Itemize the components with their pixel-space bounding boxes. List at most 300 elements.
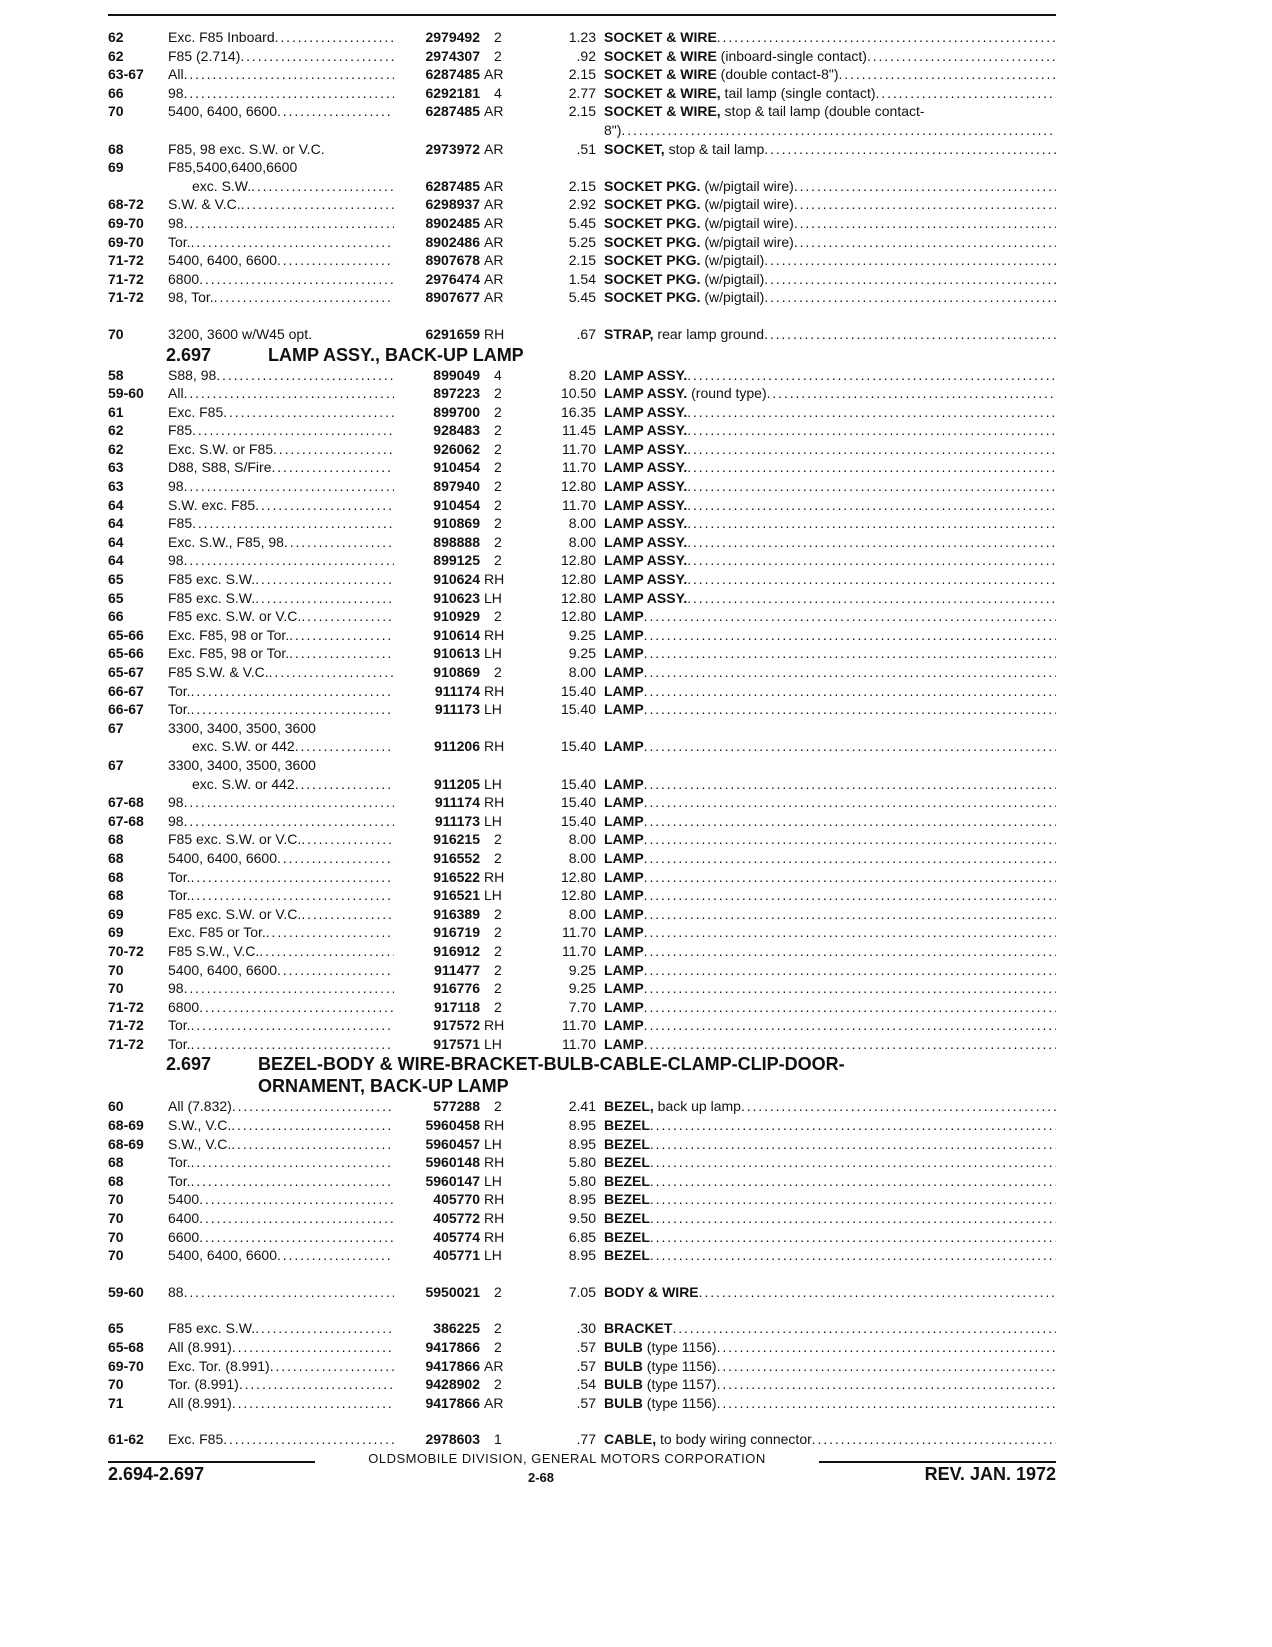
application-text: exc. S.W. xyxy=(192,177,252,194)
application-text: F85 S.W., V.C. xyxy=(168,942,260,959)
application-fill xyxy=(168,440,394,459)
dot-leader xyxy=(687,440,1056,459)
application xyxy=(168,570,394,589)
description xyxy=(604,121,1056,140)
description-fill xyxy=(604,830,1056,849)
description-keyword: SOCKET & WIRE xyxy=(604,29,717,45)
description-fill xyxy=(604,177,1056,196)
application-text: Tor. xyxy=(168,868,191,885)
application-fill xyxy=(168,589,394,608)
application-fill xyxy=(168,830,394,849)
dot-leader xyxy=(764,270,1056,289)
description-fill xyxy=(604,102,1056,121)
description-detail: (type 1156) xyxy=(642,1339,717,1355)
application-text: Exc. F85, 98 or Tor. xyxy=(168,626,290,643)
description-keyword: LAMP xyxy=(604,961,644,978)
part-number: 899700 xyxy=(433,403,480,420)
table-row xyxy=(108,1246,1056,1265)
description-text xyxy=(604,121,621,140)
application-fill xyxy=(168,682,394,701)
table-row xyxy=(108,1153,1056,1172)
dot-leader xyxy=(644,607,1056,626)
dot-leader xyxy=(644,793,1056,812)
application-fill xyxy=(168,1228,394,1247)
application-fill xyxy=(168,886,394,905)
dot-leader xyxy=(644,979,1056,998)
price: 8.20 xyxy=(568,366,596,383)
dot-leader xyxy=(223,1430,394,1449)
model-year: 70 xyxy=(108,1247,124,1264)
quantity: 2 xyxy=(494,440,502,457)
application-fill xyxy=(168,1357,394,1376)
application-fill xyxy=(168,775,394,794)
model-year: 71-72 xyxy=(108,289,144,306)
application-fill xyxy=(168,756,394,775)
application-fill xyxy=(168,251,394,270)
dot-leader xyxy=(223,403,394,422)
model-year: 69 xyxy=(108,159,124,176)
description xyxy=(604,214,1056,233)
dot-leader xyxy=(717,1357,1056,1376)
table-row xyxy=(108,158,1056,177)
footer-rule-right xyxy=(819,1461,1056,1463)
description-keyword: LAMP ASSY. xyxy=(604,422,688,439)
description-fill xyxy=(604,440,1056,459)
price: 8.00 xyxy=(568,515,596,532)
quantity: AR xyxy=(484,252,504,269)
table-row xyxy=(108,514,1056,533)
price: .54 xyxy=(576,1376,596,1393)
dot-leader xyxy=(199,1228,394,1247)
model-year: 68-69 xyxy=(108,1117,144,1134)
dot-leader xyxy=(650,1228,1056,1247)
application xyxy=(168,979,394,998)
section-title-continued: ORNAMENT, BACK-UP LAMP xyxy=(258,1076,509,1097)
price: 8.95 xyxy=(568,1117,596,1134)
parts-catalog-table xyxy=(108,28,1056,1449)
description-keyword: BULB xyxy=(604,1376,643,1393)
table-row xyxy=(108,551,1056,570)
dot-leader xyxy=(650,1135,1056,1154)
table-row xyxy=(108,868,1056,887)
description xyxy=(604,421,1056,440)
description xyxy=(604,177,1056,196)
description-text xyxy=(604,251,764,270)
dot-leader xyxy=(199,998,394,1017)
price: 7.70 xyxy=(568,998,596,1015)
description-text xyxy=(604,830,644,849)
quantity: 2 xyxy=(494,980,502,997)
footer-section-range: 2.694-2.697 xyxy=(108,1464,205,1484)
price: 11.70 xyxy=(562,924,596,941)
application xyxy=(168,1319,394,1338)
description-fill xyxy=(604,1190,1056,1209)
price: 1.23 xyxy=(568,29,596,45)
description-keyword: LAMP xyxy=(604,664,644,680)
description-fill xyxy=(604,793,1056,812)
dot-leader xyxy=(644,961,1056,980)
description-fill xyxy=(604,325,1056,344)
description-text xyxy=(604,682,644,701)
dot-leader xyxy=(191,1153,394,1172)
price: 2.15 xyxy=(568,103,596,120)
model-year: 68-69 xyxy=(108,1135,144,1152)
description-keyword: LAMP xyxy=(604,849,644,866)
description-keyword: SOCKET PKG. xyxy=(604,252,701,269)
price: 12.80 xyxy=(560,887,596,904)
part-number: 6298937 xyxy=(425,196,480,213)
quantity: LH xyxy=(484,1172,502,1189)
application-text: Exc. S.W. or F85 xyxy=(168,440,274,457)
description-detail: (double contact-8") xyxy=(716,66,839,83)
dot-leader xyxy=(184,551,394,570)
description-detail: (w/pigtail) xyxy=(700,252,765,269)
dot-leader xyxy=(184,65,394,84)
model-year: 65 xyxy=(108,1320,124,1337)
price: 11.70 xyxy=(562,1017,596,1034)
table-row xyxy=(108,84,1056,103)
table-row xyxy=(108,1394,1056,1413)
quantity: RH xyxy=(484,794,505,811)
description xyxy=(604,1375,1056,1394)
dot-leader xyxy=(199,270,394,289)
dot-leader xyxy=(717,28,1056,47)
application-text: All (8.991) xyxy=(168,1394,232,1411)
price: 15.40 xyxy=(560,775,596,792)
quantity: 2 xyxy=(494,831,502,848)
model-year: 66-67 xyxy=(108,682,144,699)
application-text: S.W., V.C. xyxy=(168,1117,232,1134)
dot-leader xyxy=(184,979,394,998)
description-keyword: BEZEL xyxy=(604,1247,650,1264)
description-text xyxy=(604,28,717,47)
application-text: 98 xyxy=(168,812,184,829)
description xyxy=(604,1153,1056,1172)
description xyxy=(604,626,1056,645)
description-fill xyxy=(604,288,1056,307)
dot-leader xyxy=(301,607,394,626)
application xyxy=(168,1153,394,1172)
table-row xyxy=(108,905,1056,924)
description xyxy=(604,961,1056,980)
quantity: AR xyxy=(484,140,504,157)
quantity: 2 xyxy=(494,478,502,495)
dot-leader xyxy=(284,533,394,552)
quantity: LH xyxy=(484,645,502,662)
description-text xyxy=(604,233,794,252)
table-row xyxy=(108,140,1056,159)
price: .67 xyxy=(576,325,596,342)
application xyxy=(168,325,394,344)
application xyxy=(168,458,394,477)
application-text: Exc. Tor. (8.991) xyxy=(168,1357,270,1374)
application xyxy=(168,830,394,849)
description-detail: stop & tail lamp (double contact- xyxy=(720,103,925,120)
dot-leader xyxy=(275,28,394,47)
dot-leader xyxy=(764,325,1056,344)
application-text: F85 exc. S.W. or V.C. xyxy=(168,905,302,922)
description xyxy=(604,793,1056,812)
description-keyword: SOCKET & WIRE xyxy=(604,66,717,83)
dot-leader xyxy=(277,849,394,868)
description-keyword: BRACKET xyxy=(604,1320,673,1337)
part-number: 9417866 xyxy=(425,1339,480,1355)
dot-leader xyxy=(644,626,1056,645)
table-row xyxy=(108,886,1056,905)
description-keyword: CABLE, xyxy=(604,1431,657,1448)
application-text: Tor. xyxy=(168,1172,191,1189)
application-text: 5400, 6400, 6600 xyxy=(168,849,277,866)
description xyxy=(604,65,1056,84)
description-text xyxy=(604,1016,644,1035)
dot-leader xyxy=(191,1035,394,1054)
description xyxy=(604,644,1056,663)
application xyxy=(168,756,394,775)
application-fill xyxy=(168,421,394,440)
model-year: 65-66 xyxy=(108,626,144,643)
description xyxy=(604,1172,1056,1191)
description-text xyxy=(604,1357,717,1376)
part-number: 910454 xyxy=(433,459,480,476)
table-row xyxy=(108,1283,1056,1302)
price: .57 xyxy=(576,1394,596,1411)
description-detail: (w/pigtail wire) xyxy=(700,214,794,231)
part-number: 6291659 xyxy=(425,325,480,342)
price: .30 xyxy=(576,1320,596,1337)
quantity: 2 xyxy=(494,496,502,513)
description-text xyxy=(604,1153,650,1172)
application-text: F85 S.W. & V.C. xyxy=(168,664,269,680)
table-row xyxy=(108,1375,1056,1394)
dot-leader xyxy=(277,102,394,121)
description-keyword: LAMP ASSY. xyxy=(604,403,688,420)
description xyxy=(604,1209,1056,1228)
quantity: 2 xyxy=(494,385,502,402)
quantity: 2 xyxy=(494,1283,502,1300)
table-row xyxy=(108,626,1056,645)
model-year: 71-72 xyxy=(108,270,144,287)
quantity: RH xyxy=(484,571,505,588)
description-fill xyxy=(604,270,1056,289)
dot-leader xyxy=(672,1319,1056,1338)
price: 12.80 xyxy=(560,571,596,588)
quantity: 2 xyxy=(494,29,502,45)
application-text: exc. S.W. or 442 xyxy=(192,775,295,792)
application xyxy=(168,158,394,177)
application xyxy=(168,496,394,515)
dot-leader xyxy=(741,1097,1056,1116)
application-text: 6400 xyxy=(168,1210,200,1227)
section-heading-bezel xyxy=(108,1053,1056,1075)
description-fill xyxy=(604,421,1056,440)
description-text xyxy=(604,195,794,214)
dot-leader xyxy=(687,458,1056,477)
description-fill xyxy=(604,458,1056,477)
description-keyword: LAMP ASSY. xyxy=(604,515,688,532)
part-number: 916389 xyxy=(433,905,480,922)
quantity: AR xyxy=(484,214,504,231)
description-fill xyxy=(604,998,1056,1017)
description-text xyxy=(604,905,644,924)
description xyxy=(604,849,1056,868)
application-text: F85,5400,6400,6600 xyxy=(168,159,298,176)
table-row xyxy=(108,979,1056,998)
table-row xyxy=(108,403,1056,422)
application-text: 98 xyxy=(168,552,184,569)
table-row xyxy=(108,1338,1056,1357)
description-keyword: SOCKET PKG. xyxy=(604,289,701,306)
description-fill xyxy=(604,121,1056,140)
application-text: 88 xyxy=(168,1283,184,1300)
section-heading-lamp-assy xyxy=(108,344,1056,366)
dot-leader xyxy=(251,177,394,196)
dot-leader xyxy=(269,663,394,682)
part-number: 2973972 xyxy=(425,140,480,157)
dot-leader xyxy=(289,644,394,663)
application-text: All (8.991) xyxy=(168,1339,232,1355)
description xyxy=(604,1394,1056,1413)
application-fill xyxy=(168,403,394,422)
part-number: 916719 xyxy=(433,924,480,941)
application xyxy=(168,793,394,812)
application xyxy=(168,47,394,66)
dot-leader xyxy=(644,737,1056,756)
dot-leader xyxy=(838,65,1056,84)
price: 10.50 xyxy=(560,385,596,402)
description-text xyxy=(604,384,767,403)
model-year: 66-67 xyxy=(108,701,144,718)
application-text: F85 exc. S.W. xyxy=(168,1320,256,1337)
price: 5.45 xyxy=(568,289,596,306)
part-number: 916912 xyxy=(433,942,480,959)
application xyxy=(168,1035,394,1054)
table-row xyxy=(108,998,1056,1017)
description-keyword: LAMP xyxy=(604,942,644,959)
quantity: RH xyxy=(484,738,505,755)
description-text xyxy=(604,177,794,196)
application xyxy=(168,700,394,719)
description-text xyxy=(604,1035,644,1054)
dot-leader xyxy=(644,905,1056,924)
application-text: 6800 xyxy=(168,998,200,1015)
quantity: LH xyxy=(484,887,502,904)
application xyxy=(168,1430,394,1449)
application xyxy=(168,288,394,307)
description xyxy=(604,325,1056,344)
description-keyword: LAMP xyxy=(604,1035,644,1052)
description xyxy=(604,998,1056,1017)
description-fill xyxy=(604,1097,1056,1116)
part-number: 897940 xyxy=(433,478,480,495)
dot-leader xyxy=(184,793,394,812)
application-fill xyxy=(168,84,394,103)
application xyxy=(168,1246,394,1265)
dot-leader xyxy=(199,1190,394,1209)
dot-leader xyxy=(644,849,1056,868)
application-fill xyxy=(168,644,394,663)
table-row xyxy=(108,1135,1056,1154)
application-text: 5400, 6400, 6600 xyxy=(168,252,277,269)
description xyxy=(604,886,1056,905)
price: 5.80 xyxy=(568,1154,596,1171)
application-text: F85 (2.714) xyxy=(168,47,241,64)
description xyxy=(604,28,1056,47)
dot-leader xyxy=(301,905,394,924)
description-text xyxy=(604,868,644,887)
description-text xyxy=(604,663,644,682)
model-year: 68 xyxy=(108,887,124,904)
description-detail: (w/pigtail wire) xyxy=(700,196,794,213)
table-row xyxy=(108,737,1056,756)
model-year: 69-70 xyxy=(108,233,144,250)
price: 5.80 xyxy=(568,1172,596,1189)
quantity: RH xyxy=(484,626,505,643)
application-text: All (7.832) xyxy=(168,1098,232,1115)
table-row xyxy=(108,288,1056,307)
application-fill xyxy=(168,905,394,924)
application-fill xyxy=(168,1246,394,1265)
application-fill xyxy=(168,998,394,1017)
description-keyword: LAMP xyxy=(604,794,644,811)
application xyxy=(168,102,394,121)
model-year: 64 xyxy=(108,533,124,550)
description-detail: back up lamp xyxy=(653,1098,741,1115)
dot-leader xyxy=(644,700,1056,719)
quantity: 2 xyxy=(494,1320,502,1337)
application xyxy=(168,886,394,905)
application-fill xyxy=(168,961,394,980)
description-keyword: LAMP ASSY. xyxy=(604,366,688,383)
row-spacer xyxy=(108,1265,1056,1283)
part-number: 2976474 xyxy=(425,270,480,287)
application-text: Exc. F85 xyxy=(168,403,224,420)
application-fill xyxy=(168,1190,394,1209)
application-fill xyxy=(168,737,394,756)
model-year: 70 xyxy=(108,980,124,997)
description xyxy=(604,102,1056,121)
application-text: F85 xyxy=(168,422,193,439)
application-text: exc. S.W. or 442 xyxy=(192,738,295,755)
dot-leader xyxy=(191,233,394,252)
part-number: 6287485 xyxy=(425,66,480,83)
dot-leader xyxy=(717,1394,1056,1413)
description-text xyxy=(604,1283,699,1302)
description-text xyxy=(604,607,644,626)
description-fill xyxy=(604,1357,1056,1376)
table-row xyxy=(108,1172,1056,1191)
part-number: 917572 xyxy=(433,1017,480,1034)
part-number: 916215 xyxy=(433,831,480,848)
description xyxy=(604,830,1056,849)
part-number: 910614 xyxy=(433,626,480,643)
description-fill xyxy=(604,233,1056,252)
table-row xyxy=(108,682,1056,701)
dot-leader xyxy=(232,1097,394,1116)
description xyxy=(604,775,1056,794)
description-keyword: LAMP xyxy=(604,812,644,829)
application-text: 98 xyxy=(168,214,184,231)
description-keyword: LAMP xyxy=(604,701,644,718)
model-year: 65 xyxy=(108,571,124,588)
table-row xyxy=(108,700,1056,719)
description xyxy=(604,47,1056,66)
description xyxy=(604,195,1056,214)
application-fill xyxy=(168,102,394,121)
model-year: 67 xyxy=(108,719,124,736)
quantity: 4 xyxy=(494,84,502,101)
application-text: 98 xyxy=(168,84,184,101)
part-number: 910613 xyxy=(433,645,480,662)
